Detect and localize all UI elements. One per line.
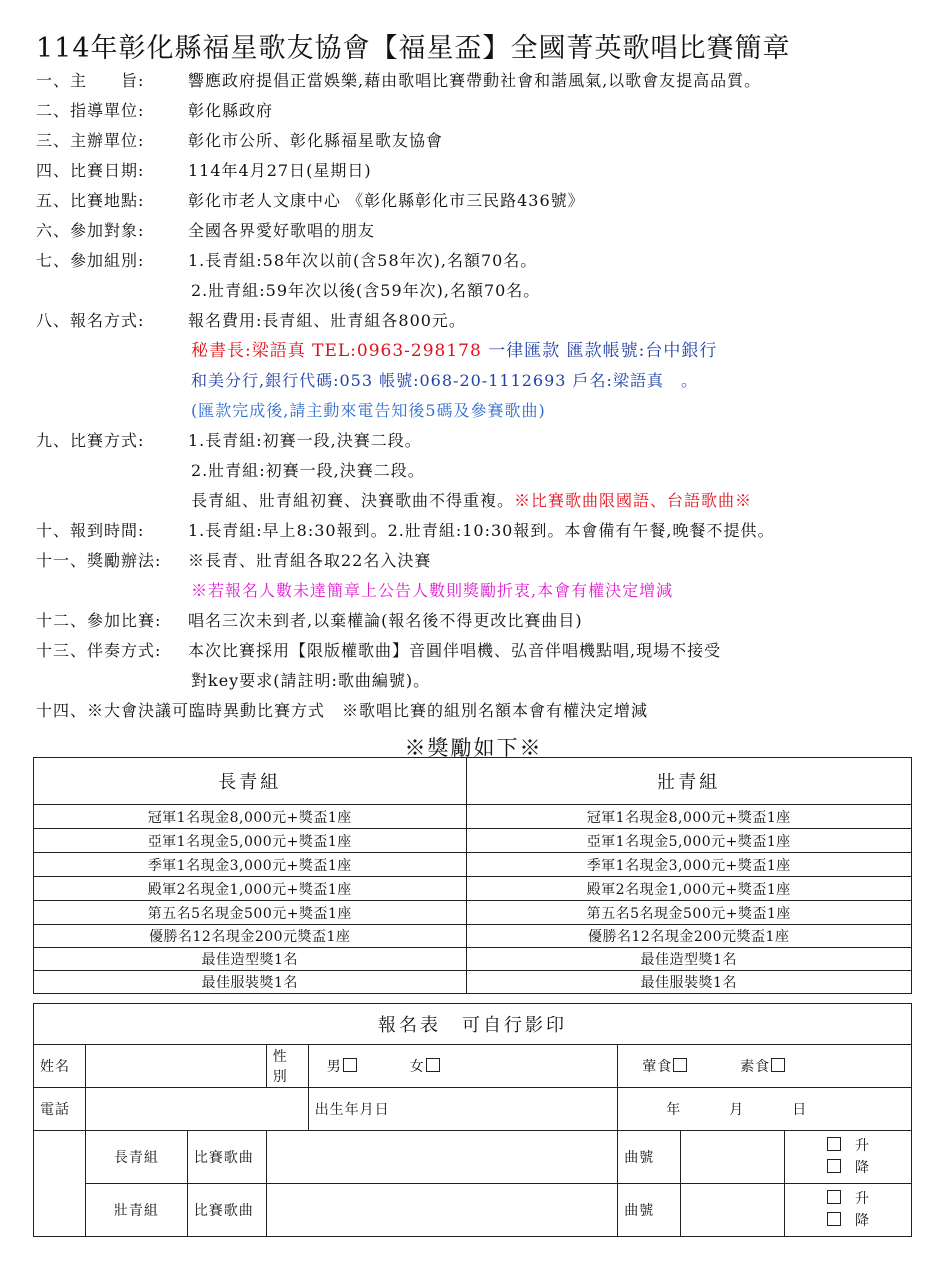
section-value: 1.長青組:58年次以前(含58年次),名額70名。: [188, 251, 538, 270]
key-up-checkbox[interactable]: [827, 1190, 841, 1204]
transfer-note: (匯款完成後,請主動來電告知後5碼及參賽歌曲): [191, 401, 546, 420]
phone-label: 電話: [34, 1088, 86, 1131]
key-up-label: 升: [855, 1138, 871, 1154]
section-line: 2.壯青組:初賽一段,決賽二段。: [191, 461, 425, 480]
senior-song-input[interactable]: [266, 1131, 618, 1184]
prize-cell: 殿軍2名現金1,000元+獎盃1座: [466, 877, 912, 901]
prize-cell: 第五名5名現金500元+獎盃1座: [34, 901, 467, 925]
senior-song-no-input[interactable]: [681, 1131, 785, 1184]
prize-row: [34, 948, 912, 971]
prize-cell: 最佳造型獎1名: [466, 948, 912, 971]
song-rule-text: 長青組、壯青組初賽、決賽歌曲不得重複。: [191, 491, 515, 510]
section-participation: [36, 609, 583, 633]
birth-date-input[interactable]: [618, 1088, 912, 1131]
contact-line: [191, 339, 717, 363]
section-decision: 十四、※大會決議可臨時異動比賽方式 ※歌唱比賽的組別名額本會有權決定增減: [36, 701, 649, 720]
form-title: 報名表 可自行影印: [34, 1004, 912, 1045]
prize-cell: 冠軍1名現金8,000元+獎盃1座: [34, 805, 467, 829]
section-label: 五、比賽地點:: [36, 191, 145, 210]
prize-cell: 亞軍1名現金5,000元+獎盃1座: [466, 829, 912, 853]
section-value: 1.長青組:初賽一段,決賽二段。: [188, 431, 422, 450]
section-value: 彰化市公所、彰化縣福星歌友協會: [188, 131, 444, 150]
section-awards: [36, 549, 431, 573]
song-label: 比賽歌曲: [187, 1131, 266, 1184]
prize-row: [34, 901, 912, 925]
section-value: 響應政府提倡正當娛樂,藉由歌唱比賽帶動社會和諧風氣,以歌會友提高品質。: [188, 71, 762, 90]
transfer-info: 一律匯款 匯款帳號:台中銀行: [488, 341, 718, 361]
youth-group-label: 壯青組: [85, 1184, 187, 1237]
youth-song-no-input[interactable]: [681, 1184, 785, 1237]
gender-options: [308, 1045, 618, 1088]
section-groups: [36, 249, 537, 273]
song-no-label: 曲號: [618, 1131, 681, 1184]
prize-row: [34, 829, 912, 853]
section-value: 114年4月27日(星期日): [188, 161, 372, 180]
birth-label: 出生年月日: [308, 1088, 618, 1131]
section-label: 二、指導單位:: [36, 101, 145, 120]
prize-row: [34, 877, 912, 901]
section-value: 彰化市老人文康中心 《彰化縣彰化市三民路436號》: [188, 191, 585, 210]
prize-row: [34, 925, 912, 948]
awards-note: ※若報名人數未達簡章上公告人數則獎勵折衷,本會有權決定增減: [191, 581, 674, 600]
male-checkbox[interactable]: [343, 1058, 357, 1072]
prize-cell: 優勝名12名現金200元獎盃1座: [34, 925, 467, 948]
section-organizer: [36, 129, 443, 153]
meal-options: [618, 1045, 912, 1088]
senior-key-options: [785, 1131, 912, 1184]
section-value: 報名費用:長青組、壯青組各800元。: [188, 311, 466, 330]
year-label: 年: [666, 1102, 682, 1118]
song-label: 比賽歌曲: [187, 1184, 266, 1237]
section-date: [36, 159, 372, 183]
female-checkbox[interactable]: [426, 1058, 440, 1072]
section-label: 十二、參加比賽:: [36, 611, 162, 630]
section-label: 七、參加組別:: [36, 251, 145, 270]
section-guidance: [36, 99, 273, 123]
section-value: ※長青、壯青組各取22名入決賽: [188, 551, 432, 570]
female-label: 女: [409, 1059, 425, 1075]
section-label: 十、報到時間:: [36, 521, 145, 540]
youth-key-options: [785, 1184, 912, 1237]
day-label: 日: [792, 1102, 808, 1118]
song-rule-warning: ※比賽歌曲限國語、台語歌曲※: [514, 491, 753, 510]
section-venue: [36, 189, 585, 213]
key-down-checkbox[interactable]: [827, 1159, 841, 1173]
section-value: 本次比賽採用【限版權歌曲】音圓伴唱機、弘音伴唱機點唱,現場不接受: [188, 641, 722, 660]
prize-cell: 最佳造型獎1名: [34, 948, 467, 971]
prize-row: [34, 805, 912, 829]
registration-form: [33, 1003, 912, 1237]
section-line: 2.壯青組:59年次以後(含59年次),名額70名。: [191, 281, 541, 300]
section-label: 十三、伴奏方式:: [36, 641, 162, 660]
key-down-label: 降: [855, 1213, 871, 1229]
prize-header-row: [34, 758, 912, 805]
key-up-checkbox[interactable]: [827, 1137, 841, 1151]
prize-cell: 第五名5名現金500元+獎盃1座: [466, 901, 912, 925]
section-label: 六、參加對象:: [36, 221, 145, 240]
form-row-name: [34, 1045, 912, 1088]
section-value: 彰化縣政府: [188, 101, 274, 120]
male-label: 男: [326, 1059, 342, 1075]
section-value: 1.長青組:早上8:30報到。2.壯青組:10:30報到。本會備有午餐,晚餐不提供。: [188, 521, 775, 540]
song-no-label: 曲號: [618, 1184, 681, 1237]
account-info: 和美分行,銀行代碼:053 帳號:068-20-1112693 戶名:梁語真 。: [191, 371, 698, 390]
prize-row: [34, 971, 912, 994]
section-method: [36, 429, 422, 453]
prize-cell: 優勝名12名現金200元獎盃1座: [466, 925, 912, 948]
section-label: 九、比賽方式:: [36, 431, 145, 450]
prize-table: [33, 757, 912, 994]
section-line: 對key要求(請註明:歌曲編號)。: [191, 671, 431, 690]
section-checkin: [36, 519, 774, 543]
blank-cell: [34, 1131, 86, 1237]
name-input[interactable]: [85, 1045, 266, 1088]
meat-label: 葷食: [642, 1059, 673, 1075]
veg-label: 素食: [740, 1059, 771, 1075]
song-rule: [191, 489, 752, 513]
section-value: 全國各界愛好歌唱的朋友: [188, 221, 376, 240]
key-down-checkbox[interactable]: [827, 1212, 841, 1226]
prize-cell: 殿軍2名現金1,000元+獎盃1座: [34, 877, 467, 901]
form-title-row: [34, 1004, 912, 1045]
prize-cell: 亞軍1名現金5,000元+獎盃1座: [34, 829, 467, 853]
secretary-contact: 秘書長:梁語真 TEL:0963-298178: [191, 341, 482, 361]
section-label: 三、主辦單位:: [36, 131, 145, 150]
section-label: 一、主 旨:: [36, 71, 145, 90]
key-down-label: 降: [855, 1160, 871, 1176]
name-label: 姓名: [34, 1045, 86, 1088]
gender-label: 性別: [266, 1045, 308, 1088]
section-label: 十一、獎勵辦法:: [36, 551, 162, 570]
section-purpose: [36, 69, 761, 93]
form-row-youth: [34, 1184, 912, 1237]
meat-checkbox[interactable]: [673, 1058, 687, 1072]
rewards-title: ※獎勵如下※: [404, 736, 543, 760]
section-label: 八、報名方式:: [36, 311, 145, 330]
section-registration: [36, 309, 466, 333]
senior-group-label: 長青組: [85, 1131, 187, 1184]
phone-input[interactable]: [85, 1088, 308, 1131]
section-audience: [36, 219, 375, 243]
prize-cell: 季軍1名現金3,000元+獎盃1座: [466, 853, 912, 877]
header-senior-group: 長青組: [34, 758, 467, 805]
prize-cell: 冠軍1名現金8,000元+獎盃1座: [466, 805, 912, 829]
prize-row: [34, 853, 912, 877]
form-row-phone: [34, 1088, 912, 1131]
key-up-label: 升: [855, 1191, 871, 1207]
youth-song-input[interactable]: [266, 1184, 618, 1237]
section-value: 唱名三次未到者,以棄權論(報名後不得更改比賽曲目): [188, 611, 583, 630]
veg-checkbox[interactable]: [771, 1058, 785, 1072]
header-youth-group: 壯青組: [466, 758, 912, 805]
form-row-senior: [34, 1131, 912, 1184]
prize-cell: 季軍1名現金3,000元+獎盃1座: [34, 853, 467, 877]
prize-cell: 最佳服裝獎1名: [34, 971, 467, 994]
section-accompaniment: [36, 639, 721, 663]
prize-cell: 最佳服裝獎1名: [466, 971, 912, 994]
month-label: 月: [729, 1102, 745, 1118]
page-title: 114年彰化縣福星歌友協會【福星盃】全國菁英歌唱比賽簡章: [36, 33, 791, 64]
section-label: 四、比賽日期:: [36, 161, 145, 180]
